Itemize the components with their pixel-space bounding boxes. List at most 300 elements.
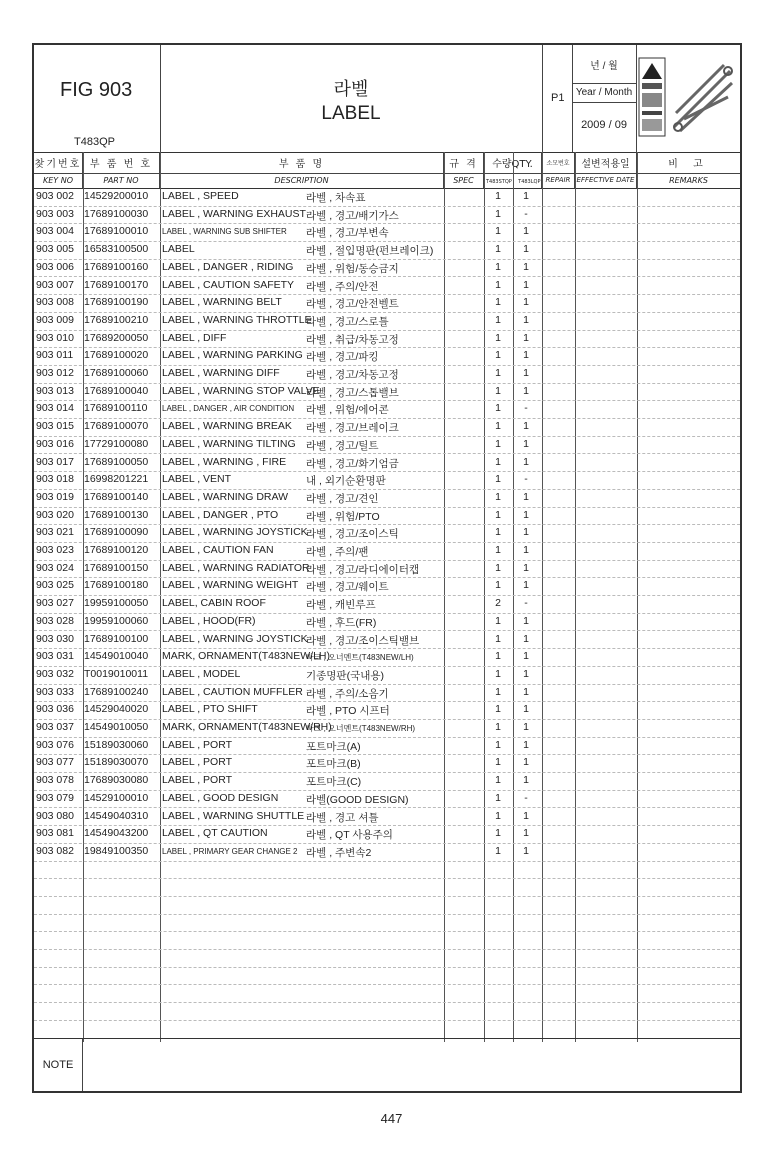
key-no: 903 003: [36, 207, 74, 220]
qty-a: 1: [495, 437, 501, 450]
qty-a: 1: [495, 544, 501, 556]
part-no: 14529040020: [84, 703, 149, 716]
key-no: 903 078: [36, 774, 74, 787]
description-ko: 마크 , 오너멘트(T483NEW/RH): [306, 724, 416, 733]
qty-a: 1: [495, 526, 501, 539]
part-no: 14549040310: [84, 809, 149, 822]
qty-b: 1: [523, 296, 529, 309]
description-ko: 기종명판(국내용): [306, 669, 384, 682]
part-no: 14549010050: [84, 721, 149, 733]
qty-b: 1: [523, 844, 529, 857]
part-no: 17689100210: [84, 313, 149, 326]
part-no: 17689100130: [84, 508, 149, 521]
description: LABEL , WARNING THROTTLE: [162, 313, 312, 326]
description-ko: 라벨 , 후드(FR): [306, 616, 377, 629]
qty-b: 1: [523, 190, 529, 202]
description-ko: 라벨 , 경고/스톱밸브: [306, 386, 399, 399]
qty-a: 1: [495, 774, 501, 787]
description: LABEL , WARNING TILTING: [162, 437, 296, 450]
qty-b: 1: [523, 703, 529, 716]
description-ko: 라벨 , 경고/안전벨트: [306, 298, 399, 311]
table-row: [34, 277, 740, 296]
description-ko: 라벨 , 취급/차동고정: [306, 333, 399, 346]
table-row: [34, 701, 740, 720]
table-row: [34, 613, 740, 632]
description-ko: 라벨 , 경고/웨이트: [306, 581, 389, 594]
qty-a: 1: [495, 508, 501, 521]
qty-b: 1: [523, 738, 529, 751]
table-row: [34, 790, 740, 809]
description: LABEL , DANGER , AIR CONDITION: [162, 404, 295, 414]
description: LABEL , WARNING STOP VALVE: [162, 384, 320, 397]
table-row: [34, 507, 740, 526]
description-ko: 내 , 외기순환명판: [306, 475, 386, 488]
year-month-box: [572, 45, 637, 152]
note-label: NOTE: [34, 1039, 83, 1091]
qty-b: 1: [523, 667, 529, 680]
key-no: 903 036: [36, 703, 74, 716]
qty-a: 1: [495, 331, 501, 344]
qty-a: 1: [495, 243, 501, 256]
description-ko: 라벨 , 위험/동승금지: [306, 262, 399, 275]
qty-a: 1: [495, 260, 501, 273]
part-no: 14529100010: [84, 791, 149, 804]
fig-number: FIG 903: [60, 79, 133, 101]
qty-b: 1: [523, 260, 529, 273]
table-row: [34, 347, 740, 366]
description-ko: 라벨 , 위험/PTO: [306, 510, 380, 523]
qty-b: 1: [523, 225, 529, 238]
key-no: 903 008: [36, 296, 74, 309]
table-row: [34, 365, 740, 384]
qty-a: 1: [495, 384, 501, 397]
table-row: [34, 560, 740, 579]
qty-b: 1: [523, 384, 529, 397]
description-ko: 포트마크(A): [306, 740, 361, 753]
part-no: 17689100020: [84, 349, 149, 362]
qty-b: -: [524, 207, 528, 220]
qty-b: 1: [523, 721, 529, 733]
key-no: 903 007: [36, 278, 74, 291]
qty-a: 1: [495, 703, 501, 716]
col-qty-b: T483LQP: [518, 179, 541, 185]
col-spec-ko: 규 격: [449, 159, 478, 170]
table-row: [34, 471, 740, 490]
col-rem-en: REMARKS: [637, 173, 740, 185]
key-no: 903 021: [36, 526, 74, 539]
description-ko: 라벨 , 차속표: [306, 192, 366, 204]
description: LABEL , WARNING SUB SHIFTER: [162, 227, 287, 237]
qty-b: -: [524, 597, 528, 610]
table-row: [34, 648, 740, 667]
parts-sheet: [32, 43, 742, 1093]
table-row: [34, 223, 740, 242]
part-no: 17689100100: [84, 632, 149, 645]
qty-b: 1: [523, 809, 529, 822]
key-no: 903 011: [36, 349, 74, 362]
table-row: [34, 259, 740, 278]
key-no: 903 017: [36, 455, 74, 468]
empty-row: [34, 914, 740, 933]
description: LABEL , PORT: [162, 774, 233, 787]
key-no: 903 080: [36, 809, 74, 822]
qty-b: 1: [523, 561, 529, 574]
description: LABEL , PORT: [162, 738, 233, 751]
description-ko: 라벨 , 경고/조이스틱밸브: [306, 634, 420, 647]
key-no: 903 025: [36, 579, 74, 592]
qty-b: 1: [523, 349, 529, 362]
part-no: 17689100010: [84, 225, 149, 238]
col-part-ko: 부 품 번 호: [89, 159, 153, 170]
description: LABEL , CAUTION FAN: [162, 544, 274, 556]
description: LABEL , WARNING SHUTTLE: [162, 809, 305, 822]
part-no: 14549043200: [84, 827, 149, 840]
key-no: 903 004: [36, 225, 74, 238]
col-spec: [444, 152, 484, 188]
description-ko: 라벨 , PTO 시프터: [306, 705, 390, 718]
description: LABEL , CAUTION MUFFLER: [162, 685, 303, 698]
table-row: [34, 418, 740, 437]
col-repair-ko: 소모번호: [546, 160, 570, 167]
col-desc: [160, 152, 444, 188]
key-no: 903 009: [36, 313, 74, 326]
table-row: [34, 719, 740, 738]
part-no: 17689100180: [84, 579, 149, 592]
description-ko: 라벨 , 주의/소음기: [306, 687, 389, 700]
description: LABEL , WARNING JOYSTICK: [162, 632, 308, 645]
qty-a: 1: [495, 455, 501, 468]
qty-b: -: [524, 402, 528, 415]
qty-b: 1: [523, 756, 529, 769]
table-row: [34, 383, 740, 402]
description-ko: 라벨 , 경고/차동고정: [306, 369, 399, 381]
qty-b: 1: [523, 490, 529, 503]
part-no: 15189030070: [84, 756, 149, 769]
description: LABEL, CABIN ROOF: [162, 597, 266, 610]
column-header: [34, 152, 740, 189]
part-no: 17689100030: [84, 207, 149, 220]
qty-a: 1: [495, 225, 501, 238]
qty-b: 1: [523, 243, 529, 256]
qty-a: 1: [495, 685, 501, 698]
table-row: [34, 542, 740, 561]
part-no: 17689200050: [84, 331, 149, 344]
qty-b: 1: [523, 632, 529, 645]
key-no: 903 020: [36, 508, 74, 521]
key-no: 903 030: [36, 632, 74, 645]
description-ko: 라벨 , 주의/팬: [306, 546, 369, 558]
qty-a: 1: [495, 190, 501, 202]
description-ko: 마크 , 오너멘트(T483NEW/LH): [306, 653, 414, 663]
part-no: 17689100160: [84, 260, 149, 273]
description: MARK, ORNAMENT(T483NEW/LH): [162, 650, 331, 663]
qty-a: 1: [495, 278, 501, 291]
table-row: [34, 825, 740, 844]
title-english: LABEL: [321, 103, 381, 124]
qty-a: 1: [495, 349, 501, 362]
qty-b: 1: [523, 650, 529, 663]
table-row: [34, 737, 740, 756]
qty-b: 1: [523, 367, 529, 379]
table-row: [34, 808, 740, 827]
table-row: [34, 330, 740, 349]
key-no: 903 013: [36, 384, 74, 397]
key-no: 903 082: [36, 844, 74, 857]
description: LABEL , QT CAUTION: [162, 827, 268, 840]
part-no: 17689100040: [84, 384, 149, 397]
description: LABEL , PTO SHIFT: [162, 703, 258, 716]
qty-a: 1: [495, 296, 501, 309]
empty-row: [34, 949, 740, 968]
col-rem-ko: 비 고: [668, 159, 709, 170]
key-no: 903 028: [36, 614, 74, 627]
description-ko: 라벨 , 경고/조이스틱: [306, 528, 399, 541]
key-no: 903 006: [36, 260, 74, 273]
description: LABEL , WARNING BELT: [162, 296, 282, 309]
empty-row: [34, 985, 740, 1004]
col-repair: [542, 152, 575, 188]
title-korean: 라벨: [333, 79, 369, 100]
description: LABEL , DANGER , PTO: [162, 508, 279, 521]
part-no: 17729100080: [84, 437, 149, 450]
table-row: [34, 524, 740, 543]
qty-b: -: [524, 473, 528, 486]
table-row: [34, 454, 740, 473]
description: LABEL , MODEL: [162, 667, 241, 680]
description: LABEL , PORT: [162, 756, 233, 769]
key-no: 903 077: [36, 756, 74, 769]
part-no: 17689100140: [84, 490, 149, 503]
qty-b: 1: [523, 313, 529, 326]
part-no: 17689100150: [84, 561, 149, 574]
qty-a: 1: [495, 402, 501, 415]
part-no: 19959100060: [84, 614, 149, 627]
part-no: 19849100350: [84, 844, 149, 857]
year-month-ko: 년 / 월: [590, 61, 618, 72]
table-row: [34, 294, 740, 313]
table-row: [34, 595, 740, 614]
qty-b: 1: [523, 420, 529, 433]
key-no: 903 005: [36, 243, 74, 256]
qty-a: 1: [495, 207, 501, 220]
qty-a: 1: [495, 473, 501, 486]
part-no: 17689100240: [84, 685, 149, 698]
key-no: 903 076: [36, 738, 74, 751]
part-no: 16583100500: [84, 243, 149, 256]
part-no: 17689100190: [84, 296, 149, 309]
qty-b: 1: [523, 278, 529, 291]
key-no: 903 027: [36, 597, 74, 610]
page-box: [542, 45, 573, 152]
part-no: 15189030060: [84, 738, 149, 751]
qty-b: 1: [523, 455, 529, 468]
description-ko: 라벨 , 경고/라디에이터캡: [306, 563, 420, 576]
part-no: 16998201221: [84, 473, 149, 486]
description: LABEL , VENT: [162, 473, 232, 486]
table-row: [34, 666, 740, 685]
empty-row: [34, 1020, 740, 1039]
table-row: [34, 436, 740, 455]
part-no: 17689100070: [84, 420, 149, 433]
warning-label-icon: [638, 57, 666, 137]
description-ko: 라벨 , 경고 셔틀: [306, 811, 379, 824]
description-ko: 라벨 , 경고/화기엄금: [306, 457, 399, 470]
key-no: 903 016: [36, 437, 74, 450]
col-qty-a: T483STQP: [486, 179, 512, 185]
col-effective: [575, 152, 637, 188]
table-row: [34, 684, 740, 703]
year-month-en: Year / Month: [572, 83, 636, 103]
qty-a: 2: [495, 597, 501, 610]
key-no: 903 032: [36, 667, 74, 680]
description-ko: 라벨 , 주변속2: [306, 846, 372, 859]
description-ko: 라벨 , 절입명판(펀브레이크): [306, 245, 434, 258]
description: LABEL , WARNING DIFF: [162, 367, 280, 379]
empty-row: [34, 1002, 740, 1021]
table-row: [34, 754, 740, 773]
description-ko: 라벨 , 경고/부변속: [306, 227, 389, 240]
description-ko: 라벨 , 위험/에어콘: [306, 404, 389, 417]
empty-row: [34, 878, 740, 897]
description: LABEL , DIFF: [162, 331, 227, 344]
qty-a: 1: [495, 738, 501, 751]
description-ko: 라벨 , 경고/배기가스: [306, 209, 399, 222]
description: LABEL , WARNING RADIATOR: [162, 561, 310, 574]
col-qty-ko: 수량QTY.: [492, 159, 533, 170]
table-row: [34, 241, 740, 260]
qty-b: 1: [523, 526, 529, 539]
part-no: 14549010040: [84, 650, 149, 663]
tools-icon: [670, 57, 736, 137]
table-row: [34, 772, 740, 791]
qty-b: 1: [523, 614, 529, 627]
col-desc-ko: 부 품 명: [278, 159, 325, 170]
col-key-en: KEY NO: [34, 173, 82, 185]
qty-a: 1: [495, 561, 501, 574]
key-no: 903 033: [36, 685, 74, 698]
key-no: 903 079: [36, 791, 74, 804]
qty-a: 1: [495, 490, 501, 503]
issue-date: 2009 / 09: [581, 119, 627, 131]
part-no: 17689030080: [84, 774, 149, 787]
table-row: [34, 312, 740, 331]
qty-a: 1: [495, 827, 501, 840]
description: LABEL , WARNING EXHAUST: [162, 207, 306, 220]
key-no: 903 081: [36, 827, 74, 840]
table-row: [34, 489, 740, 508]
description: LABEL , WARNING PARKING: [162, 349, 303, 362]
qty-b: 1: [523, 437, 529, 450]
description-ko: 라벨(GOOD DESIGN): [306, 793, 409, 806]
description: LABEL , WARNING BREAK: [162, 420, 292, 433]
qty-a: 1: [495, 844, 501, 857]
col-part: [83, 152, 160, 188]
part-no: 17689100110: [84, 402, 148, 415]
key-no: 903 018: [36, 473, 74, 486]
col-key: [34, 152, 83, 188]
description: LABEL , PRIMARY GEAR CHANGE 2: [162, 846, 298, 856]
empty-row: [34, 967, 740, 986]
description: LABEL: [162, 243, 195, 256]
qty-b: 1: [523, 579, 529, 592]
col-remarks: [637, 152, 740, 188]
description: LABEL , DANGER , RIDING: [162, 260, 294, 273]
description-ko: 라벨 , 경고/견인: [306, 492, 379, 505]
note-box: [34, 1038, 740, 1091]
qty-a: 1: [495, 632, 501, 645]
col-desc-en: DESCRIPTION: [160, 173, 443, 185]
col-key-ko: 찾기번호: [34, 159, 82, 170]
part-no: 17689100050: [84, 455, 149, 468]
qty-a: 1: [495, 756, 501, 769]
description: LABEL , WARNING WEIGHT: [162, 579, 299, 592]
description-ko: 라벨 , QT 사용주의: [306, 829, 393, 842]
key-no: 903 002: [36, 190, 74, 202]
key-no: 903 037: [36, 721, 74, 733]
qty-a: 1: [495, 791, 501, 804]
part-no: 19959100050: [84, 597, 149, 610]
key-no: 903 012: [36, 367, 74, 379]
description: LABEL , SPEED: [162, 190, 239, 202]
empty-row: [34, 861, 740, 880]
part-no: 14529200010: [84, 190, 149, 202]
qty-a: 1: [495, 667, 501, 680]
table-row: [34, 206, 740, 225]
part-no: 17689100120: [84, 544, 149, 556]
qty-a: 1: [495, 313, 501, 326]
table-row: [34, 843, 740, 862]
qty-b: 1: [523, 685, 529, 698]
description-ko: 라벨 , 주의/안전: [306, 280, 379, 293]
key-no: 903 024: [36, 561, 74, 574]
qty-b: 1: [523, 331, 529, 344]
description-ko: 라벨 , 경고/틸트: [306, 439, 379, 452]
key-no: 903 014: [36, 402, 74, 415]
qty-a: 1: [495, 721, 501, 733]
part-no: 17689100090: [84, 526, 149, 539]
key-no: 903 031: [36, 650, 74, 663]
key-no: 903 019: [36, 490, 74, 503]
part-no: 17689100060: [84, 367, 149, 379]
qty-b: 1: [523, 827, 529, 840]
description: MARK, ORNAMENT(T483NEW/RH): [162, 721, 332, 733]
description-ko: 라벨 , 경고/스로틀: [306, 315, 389, 328]
description: LABEL , WARNING DRAW: [162, 490, 289, 503]
col-part-en: PART NO: [83, 173, 159, 185]
part-no: 17689100170: [84, 278, 149, 291]
description: LABEL , HOOD(FR): [162, 614, 256, 627]
description-ko: 라벨 , 경고/브레이크: [306, 422, 399, 435]
model-code: T483QP: [74, 136, 115, 148]
description: LABEL , WARNING JOYSTICK: [162, 526, 308, 539]
key-no: 903 010: [36, 331, 74, 344]
col-spec-en: SPEC: [444, 173, 483, 185]
table-row: [34, 188, 740, 207]
description: LABEL , GOOD DESIGN: [162, 791, 279, 804]
table-row: [34, 400, 740, 419]
qty-a: 1: [495, 614, 501, 627]
qty-a: 1: [495, 367, 501, 379]
qty-b: 1: [523, 544, 529, 556]
description: LABEL , WARNING , FIRE: [162, 455, 287, 468]
page-code: P1: [551, 92, 565, 104]
table-row: [34, 631, 740, 650]
fig-box: [34, 45, 161, 152]
qty-a: 1: [495, 579, 501, 592]
title-box: [160, 45, 543, 152]
qty-b: -: [524, 791, 528, 804]
qty-b: 1: [523, 774, 529, 787]
